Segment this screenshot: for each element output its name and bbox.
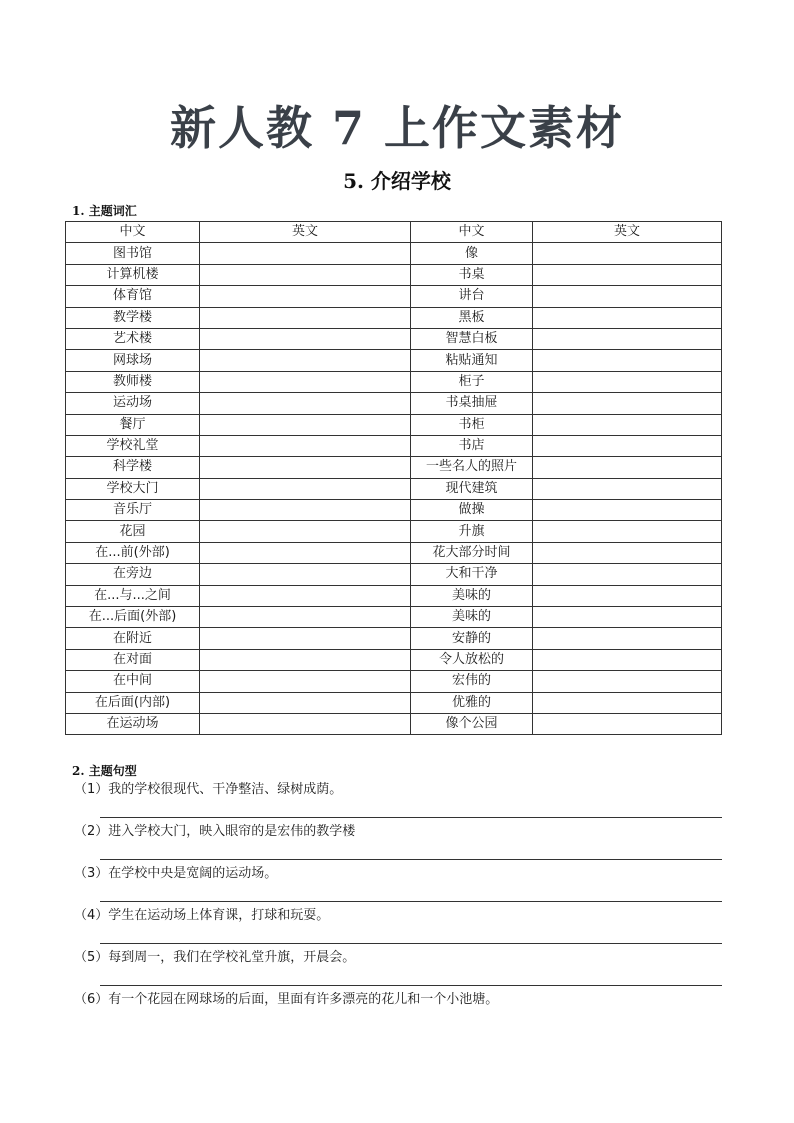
table-row xyxy=(66,671,722,692)
table-row xyxy=(66,393,722,414)
chinese-term-cell: 艺术楼 xyxy=(66,328,200,349)
chinese-term-cell: 在...后面(外部) xyxy=(66,607,200,628)
chinese-term-cell: 智慧白板 xyxy=(411,328,533,349)
table-row xyxy=(66,500,722,521)
table-row xyxy=(66,542,722,563)
english-answer-cell[interactable] xyxy=(200,713,411,734)
chinese-term-cell: 在附近 xyxy=(66,628,200,649)
sentence-text: （3）在学校中央是宽阔的运动场。 xyxy=(74,866,278,881)
english-answer-cell[interactable] xyxy=(533,393,722,414)
chinese-term-cell: 书桌抽屉 xyxy=(411,393,533,414)
chinese-term-cell: 优雅的 xyxy=(411,692,533,713)
chinese-term-cell: 宏伟的 xyxy=(411,671,533,692)
english-answer-cell[interactable] xyxy=(200,649,411,670)
english-answer-cell[interactable] xyxy=(533,243,722,264)
header-english-1: 英文 xyxy=(200,222,411,243)
english-answer-cell[interactable] xyxy=(533,585,722,606)
english-answer-cell[interactable] xyxy=(533,435,722,456)
sentence-item xyxy=(74,907,722,949)
sentence-text: （2）进入学校大门，映入眼帘的是宏伟的教学楼 xyxy=(74,824,356,839)
sentence-text: （1）我的学校很现代、干净整洁、绿树成荫。 xyxy=(74,782,343,797)
table-row xyxy=(66,478,722,499)
chinese-term-cell: 讲台 xyxy=(411,286,533,307)
section-vocabulary-heading: 1. 主题词汇 xyxy=(72,204,137,218)
table-row xyxy=(66,286,722,307)
answer-line[interactable] xyxy=(100,817,722,818)
chinese-term-cell: 学校大门 xyxy=(66,478,200,499)
chinese-term-cell: 计算机楼 xyxy=(66,264,200,285)
english-answer-cell[interactable] xyxy=(200,671,411,692)
chinese-term-cell: 在旁边 xyxy=(66,564,200,585)
english-answer-cell[interactable] xyxy=(200,607,411,628)
chinese-term-cell: 网球场 xyxy=(66,350,200,371)
table-row xyxy=(66,649,722,670)
english-answer-cell[interactable] xyxy=(200,286,411,307)
table-header-row xyxy=(66,222,722,243)
chinese-term-cell: 一些名人的照片 xyxy=(411,457,533,478)
sentence-list xyxy=(74,781,722,1033)
chinese-term-cell: 书店 xyxy=(411,435,533,456)
chinese-term-cell: 令人放松的 xyxy=(411,649,533,670)
english-answer-cell[interactable] xyxy=(200,628,411,649)
english-answer-cell[interactable] xyxy=(533,649,722,670)
english-answer-cell[interactable] xyxy=(200,457,411,478)
chinese-term-cell: 科学楼 xyxy=(66,457,200,478)
page-subtitle: 5. 介绍学校 xyxy=(343,169,451,193)
english-answer-cell[interactable] xyxy=(533,371,722,392)
chinese-term-cell: 粘贴通知 xyxy=(411,350,533,371)
chinese-term-cell: 在...与...之间 xyxy=(66,585,200,606)
table-row xyxy=(66,371,722,392)
table-row xyxy=(66,692,722,713)
answer-line[interactable] xyxy=(100,985,722,986)
chinese-term-cell: 美味的 xyxy=(411,607,533,628)
english-answer-cell[interactable] xyxy=(200,243,411,264)
chinese-term-cell: 音乐厅 xyxy=(66,500,200,521)
english-answer-cell[interactable] xyxy=(200,393,411,414)
chinese-term-cell: 体育馆 xyxy=(66,286,200,307)
sentence-text: （4）学生在运动场上体育课，打球和玩耍。 xyxy=(74,908,330,923)
header-english-2: 英文 xyxy=(533,222,722,243)
english-answer-cell[interactable] xyxy=(533,713,722,734)
sentence-item xyxy=(74,823,722,865)
english-answer-cell[interactable] xyxy=(200,264,411,285)
english-answer-cell[interactable] xyxy=(200,478,411,499)
english-answer-cell[interactable] xyxy=(200,521,411,542)
english-answer-cell[interactable] xyxy=(533,542,722,563)
chinese-term-cell: 美味的 xyxy=(411,585,533,606)
sentence-item xyxy=(74,949,722,991)
table-row xyxy=(66,628,722,649)
english-answer-cell[interactable] xyxy=(533,328,722,349)
chinese-term-cell: 在运动场 xyxy=(66,713,200,734)
sentence-text: （6）有一个花园在网球场的后面，里面有许多漂亮的花儿和一个小池塘。 xyxy=(74,992,499,1007)
english-answer-cell[interactable] xyxy=(200,307,411,328)
english-answer-cell[interactable] xyxy=(200,328,411,349)
chinese-term-cell: 运动场 xyxy=(66,393,200,414)
english-answer-cell[interactable] xyxy=(200,542,411,563)
chinese-term-cell: 做操 xyxy=(411,500,533,521)
chinese-term-cell: 柜子 xyxy=(411,371,533,392)
chinese-term-cell: 在对面 xyxy=(66,649,200,670)
section-sentences-heading: 2. 主题句型 xyxy=(72,764,137,778)
chinese-term-cell: 书桌 xyxy=(411,264,533,285)
chinese-term-cell: 像个公园 xyxy=(411,713,533,734)
sentence-item xyxy=(74,991,722,1033)
table-row xyxy=(66,328,722,349)
chinese-term-cell: 教学楼 xyxy=(66,307,200,328)
english-answer-cell[interactable] xyxy=(533,286,722,307)
english-answer-cell[interactable] xyxy=(533,521,722,542)
table-row xyxy=(66,564,722,585)
english-answer-cell[interactable] xyxy=(533,307,722,328)
english-answer-cell[interactable] xyxy=(200,692,411,713)
chinese-term-cell: 学校礼堂 xyxy=(66,435,200,456)
chinese-term-cell: 图书馆 xyxy=(66,243,200,264)
english-answer-cell[interactable] xyxy=(533,692,722,713)
answer-line[interactable] xyxy=(100,859,722,860)
chinese-term-cell: 在...前(外部) xyxy=(66,542,200,563)
sentence-text: （5）每到周一，我们在学校礼堂升旗，开晨会。 xyxy=(74,950,356,965)
english-answer-cell[interactable] xyxy=(200,500,411,521)
chinese-term-cell: 大和干净 xyxy=(411,564,533,585)
table-row xyxy=(66,243,722,264)
english-answer-cell[interactable] xyxy=(200,435,411,456)
chinese-term-cell: 在后面(内部) xyxy=(66,692,200,713)
table-row xyxy=(66,457,722,478)
chinese-term-cell: 像 xyxy=(411,243,533,264)
english-answer-cell[interactable] xyxy=(533,564,722,585)
answer-line[interactable] xyxy=(100,901,722,902)
english-answer-cell[interactable] xyxy=(533,350,722,371)
chinese-term-cell: 现代建筑 xyxy=(411,478,533,499)
answer-line[interactable] xyxy=(100,943,722,944)
sentence-item xyxy=(74,781,722,823)
table-row xyxy=(66,713,722,734)
english-answer-cell[interactable] xyxy=(200,350,411,371)
english-answer-cell[interactable] xyxy=(200,585,411,606)
english-answer-cell[interactable] xyxy=(200,564,411,585)
chinese-term-cell: 教师楼 xyxy=(66,371,200,392)
english-answer-cell[interactable] xyxy=(533,264,722,285)
table-row xyxy=(66,414,722,435)
chinese-term-cell: 花园 xyxy=(66,521,200,542)
table-row xyxy=(66,435,722,456)
chinese-term-cell: 花大部分时间 xyxy=(411,542,533,563)
english-answer-cell[interactable] xyxy=(533,607,722,628)
table-row xyxy=(66,264,722,285)
english-answer-cell[interactable] xyxy=(533,671,722,692)
english-answer-cell[interactable] xyxy=(200,371,411,392)
table-row xyxy=(66,521,722,542)
header-chinese-1: 中文 xyxy=(66,222,200,243)
english-answer-cell[interactable] xyxy=(533,478,722,499)
chinese-term-cell: 黑板 xyxy=(411,307,533,328)
chinese-term-cell: 餐厅 xyxy=(66,414,200,435)
chinese-term-cell: 升旗 xyxy=(411,521,533,542)
header-chinese-2: 中文 xyxy=(411,222,533,243)
vocabulary-table xyxy=(65,221,722,735)
english-answer-cell[interactable] xyxy=(533,500,722,521)
english-answer-cell[interactable] xyxy=(533,457,722,478)
english-answer-cell[interactable] xyxy=(533,628,722,649)
table-row xyxy=(66,585,722,606)
page-title: 新人教 7 上作文素材 xyxy=(169,101,625,155)
table-row xyxy=(66,607,722,628)
table-row xyxy=(66,350,722,371)
sentence-item xyxy=(74,865,722,907)
chinese-term-cell: 书柜 xyxy=(411,414,533,435)
vocabulary-table-body xyxy=(66,243,722,735)
english-answer-cell[interactable] xyxy=(533,414,722,435)
chinese-term-cell: 在中间 xyxy=(66,671,200,692)
table-row xyxy=(66,307,722,328)
english-answer-cell[interactable] xyxy=(200,414,411,435)
chinese-term-cell: 安静的 xyxy=(411,628,533,649)
